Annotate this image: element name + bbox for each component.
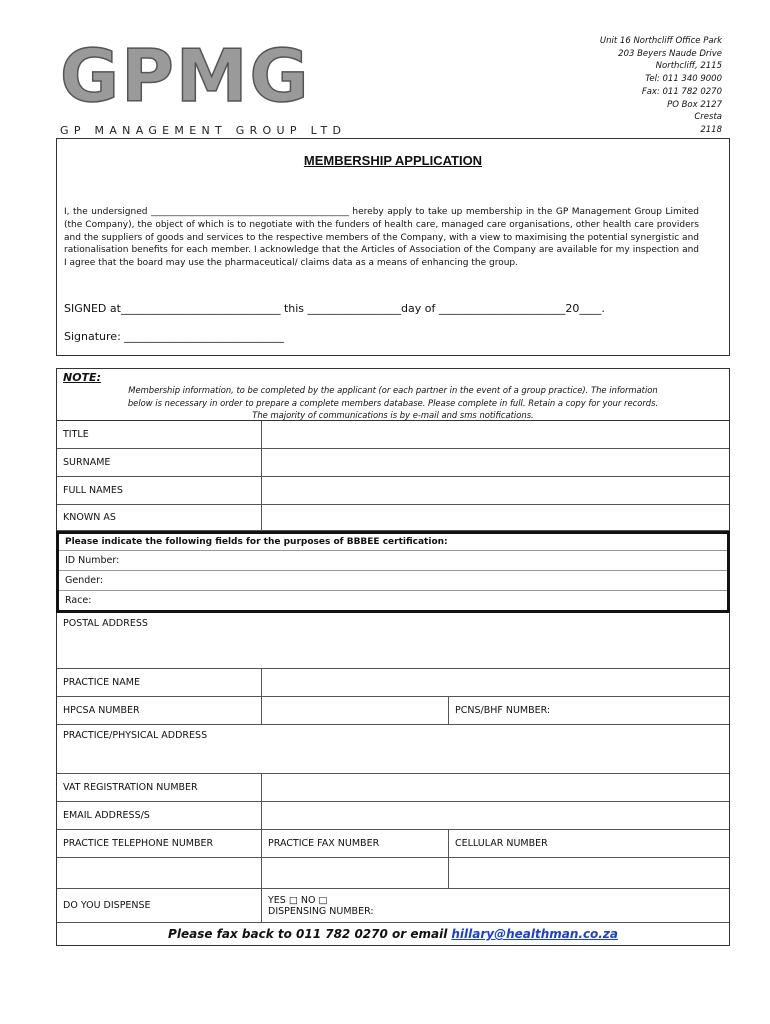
yes-no-checkboxes[interactable]: YES □ NO □ [268,894,328,906]
physical-address-field[interactable]: PRACTICE/PHYSICAL ADDRESS [63,730,208,741]
declaration-paragraph: I, the undersigned ____________________________________________ hereby apply to take up membership in the GP Management Group Limited (the Company), the object of which is to negotiate with the funders of health care, managed care organisations, other health care providers and the suppliers of goods and services to the respective members of the Company, with a view to maximising the potential synergistic and rationalisation benefits for each member. I acknowledge that the Articles of Association of the Company are available for my inspection and I agree that the board may use the pharmaceutical/ claims data as a means of enhancing the group. [64,207,699,269]
cellular-input[interactable] [448,858,729,888]
company-address [600,35,722,137]
email-link[interactable]: hillary@healthman.co.za [451,927,618,941]
race-row [59,591,727,610]
email-label: EMAIL ADDRESS/S [63,810,150,821]
contact-headers-row [57,830,729,858]
logo-word: GPMG [60,34,311,118]
email-input[interactable] [261,802,729,829]
id-number-field[interactable]: ID Number: [65,555,120,566]
dispensing-number-field[interactable]: DISPENSING NUMBER: [268,905,374,917]
address-line: PO Box 2127 [667,99,722,110]
form-title: MEMBERSHIP APPLICATION [303,153,483,168]
footer-text: Please fax back to 011 782 0270 or email [168,927,448,941]
signature-line[interactable]: Signature: _____________________________ [64,330,284,343]
practice-name-label: PRACTICE NAME [63,677,140,688]
vat-input[interactable] [261,774,729,801]
known-as-label: KNOWN AS [63,512,116,523]
address-line: Tel: 011 340 9000 [645,74,722,85]
telephone-input[interactable] [57,858,261,888]
address-line: Unit 16 Northcliff Office Park [599,36,722,46]
bbbee-section [56,531,730,613]
gender-row [59,571,727,591]
fax-back-footer [57,923,729,945]
note-text: Membership information, to be completed by the applicant (or each partner in the event of a group practice). The information [128,385,658,395]
dispense-label: DO YOU DISPENSE [63,900,151,911]
address-line: Cresta [694,112,722,123]
bbbee-heading: Please indicate the following fields for the purposes of BBBEE certification: [65,537,448,547]
physical-address-row [57,725,729,774]
pcns-field[interactable]: PCNS/BHF NUMBER: [448,697,729,724]
address-line: Northcliff, 2115 [655,61,722,72]
bbbee-heading-row [59,534,727,551]
fax-input[interactable] [261,858,448,888]
dispense-row [57,889,729,923]
note-text: below is necessary in order to prepare a complete members database. Please complete in full. Retain a copy for your records. [127,397,659,408]
hpcsa-input[interactable] [261,697,448,724]
gender-field[interactable]: Gender: [65,575,104,586]
full-names-input[interactable] [261,477,729,504]
note-text: The majority of communications is by e-mail and sms notifications. [252,410,534,420]
title-label: TITLE [63,429,89,440]
full-names-label: FULL NAMES [63,485,123,496]
hpcsa-label: HPCSA NUMBER [63,705,140,716]
application-declaration [56,138,730,356]
address-line: Fax: 011 782 0270 [641,86,722,97]
vat-row [57,774,729,802]
dispense-options [261,889,729,922]
note-section [57,369,729,421]
known-as-input[interactable] [261,505,729,530]
contact-inputs-row [57,858,729,889]
id-number-row [59,551,727,571]
known-as-row [57,505,729,531]
signed-line[interactable]: SIGNED at_____________________________ this _________________day of _______________________20____. [64,302,605,315]
full-names-row [57,477,729,505]
postal-address-field[interactable]: POSTAL ADDRESS [63,618,148,629]
practice-name-row [57,669,729,697]
note-heading: NOTE: [63,371,101,384]
fax-label: PRACTICE FAX NUMBER [261,830,448,857]
postal-address-row [57,613,729,669]
logo-subtitle: GP MANAGEMENT GROUP LTD [60,124,347,137]
gpmg-logo [60,34,347,137]
title-input[interactable] [261,421,729,448]
race-field[interactable]: Race: [65,595,92,606]
vat-label: VAT REGISTRATION NUMBER [63,782,198,793]
telephone-label: PRACTICE TELEPHONE NUMBER [63,838,214,849]
surname-label: SURNAME [63,457,111,468]
membership-table [56,368,730,946]
practice-name-input[interactable] [261,669,729,696]
address-line: 2118 [700,124,722,135]
surname-row [57,449,729,477]
title-row [57,421,729,449]
cellular-label: CELLULAR NUMBER [448,830,729,857]
surname-input[interactable] [261,449,729,476]
email-row [57,802,729,830]
address-line: 203 Beyers Naude Drive [618,48,722,59]
hpcsa-row [57,697,729,725]
